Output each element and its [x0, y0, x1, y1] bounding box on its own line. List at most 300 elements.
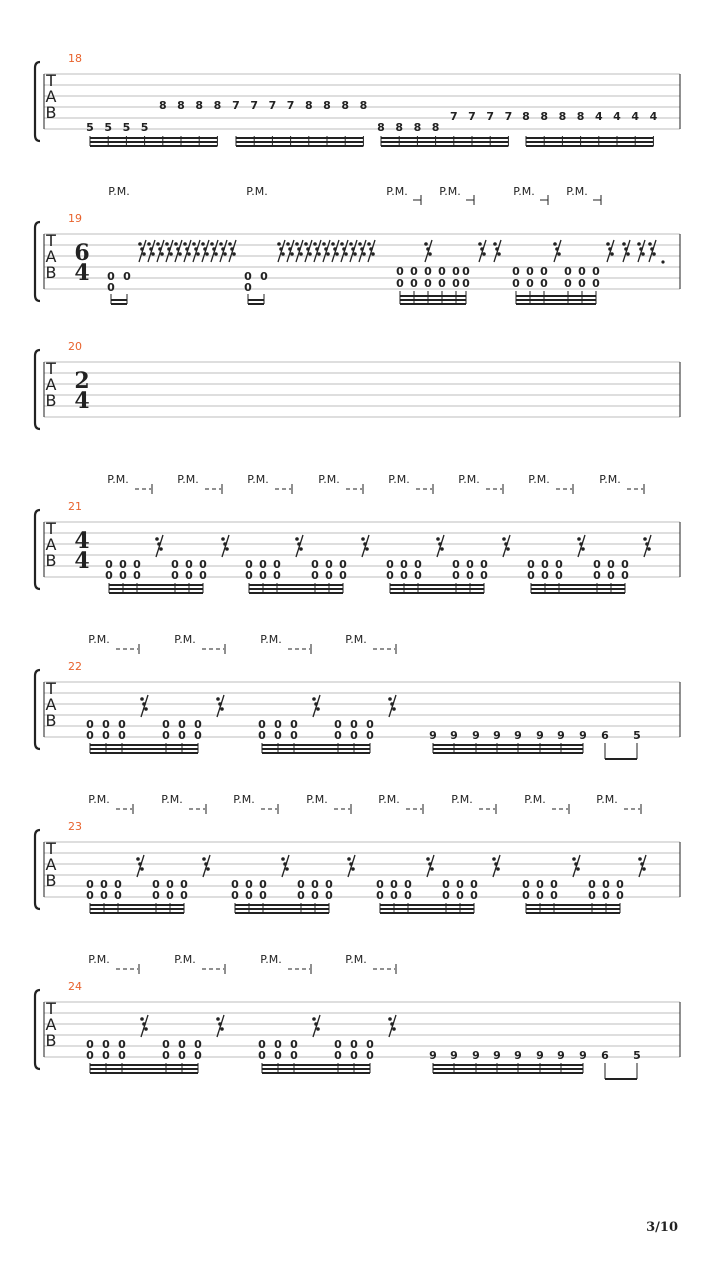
fret-number: 9: [557, 729, 565, 742]
fret-number: 0: [334, 1049, 342, 1062]
fret-number: 0: [260, 270, 268, 283]
fret-number: 8: [195, 99, 204, 112]
fret-number: 0: [527, 558, 535, 571]
palm-mute-label: P.M.: [260, 633, 282, 646]
rest-flag: [392, 1027, 396, 1031]
fret-number: 9: [514, 1049, 522, 1062]
rest-flag: [577, 537, 581, 541]
fret-number: 8: [540, 110, 549, 123]
rest-flag: [436, 537, 440, 541]
tab-clef-letter: T: [46, 839, 56, 858]
fret-number: 0: [404, 889, 412, 902]
rest-flag: [344, 252, 348, 256]
fret-number: 0: [244, 281, 252, 294]
fret-number: 0: [194, 1038, 202, 1051]
fret-number: 0: [366, 1049, 374, 1062]
fret-number: 0: [414, 569, 422, 582]
fret-number: 0: [541, 558, 549, 571]
fret-number: 0: [607, 569, 615, 582]
fret-number: 0: [245, 569, 253, 582]
fret-number: 8: [177, 99, 185, 112]
fret-number: 0: [390, 889, 398, 902]
fret-number: 9: [493, 729, 501, 742]
fret-number: 0: [550, 878, 558, 891]
fret-number: 0: [274, 718, 282, 731]
fret-number: 0: [162, 1049, 170, 1062]
rest-flag: [496, 867, 500, 871]
rest-flag: [555, 247, 559, 251]
system-bracket: [35, 830, 40, 909]
tab-clef-letter: A: [45, 855, 57, 874]
fret-number: 0: [512, 277, 520, 290]
time-signature-bottom: 4: [74, 548, 90, 574]
fret-number: 0: [555, 569, 563, 582]
tab-clef-letter: T: [46, 999, 56, 1018]
rest-flag: [480, 247, 484, 251]
tab-clef-letter: T: [46, 231, 56, 250]
fret-number: 8: [359, 99, 368, 112]
tab-clef-letter: B: [45, 711, 57, 730]
rest-flag: [626, 252, 630, 256]
fret-number: 0: [339, 558, 347, 571]
fret-number: 0: [102, 729, 110, 742]
rest-flag: [645, 542, 649, 546]
palm-mute-label: P.M.: [528, 473, 550, 486]
fret-number: 9: [472, 1049, 480, 1062]
rest-flag: [428, 252, 432, 256]
rest-flag: [223, 252, 227, 256]
fret-number: 0: [541, 569, 549, 582]
fret-number: 8: [413, 121, 422, 134]
rest-flag: [306, 247, 310, 251]
rest-flag: [295, 537, 299, 541]
rest-flag: [281, 857, 285, 861]
rest-flag: [185, 247, 189, 251]
rest-flag: [504, 542, 508, 546]
rest-flag: [142, 702, 146, 706]
rest-flag: [367, 242, 371, 246]
tab-system-23: [35, 793, 680, 913]
fret-number: 0: [522, 878, 530, 891]
rest-flag: [642, 867, 646, 871]
fret-number: 0: [290, 718, 298, 731]
tab-clef-letter: B: [45, 551, 57, 570]
rest-flag: [142, 1022, 146, 1026]
fret-number: 0: [178, 718, 186, 731]
tab-clef-letter: B: [45, 871, 57, 890]
rest-flag: [361, 537, 365, 541]
fret-number: 0: [588, 878, 596, 891]
fret-number: 0: [616, 878, 624, 891]
rest-flag: [351, 247, 355, 251]
rest-flag: [331, 242, 335, 246]
rest-flag: [285, 867, 289, 871]
rest-flag: [201, 242, 205, 246]
palm-mute-label: P.M.: [596, 793, 618, 806]
rest-flag: [286, 242, 290, 246]
tab-system-19: [35, 185, 680, 304]
fret-number: 7: [486, 110, 495, 123]
tab-system-21: [35, 473, 680, 593]
rest-flag: [147, 242, 151, 246]
rest-flag: [304, 242, 308, 246]
time-signature-top: 4: [74, 528, 90, 554]
rest-flag: [216, 697, 220, 701]
fret-number: 9: [493, 1049, 501, 1062]
fret-number: 0: [334, 718, 342, 731]
fret-number: 0: [470, 878, 478, 891]
fret-number: 0: [470, 889, 478, 902]
tab-system-20: [35, 340, 680, 429]
rest-flag: [349, 862, 353, 866]
palm-mute-label: P.M.: [88, 953, 110, 966]
rest-flag: [144, 707, 148, 711]
rest-flag: [312, 697, 316, 701]
fret-number: 0: [194, 1049, 202, 1062]
rest-flag: [203, 247, 207, 251]
fret-number: 0: [118, 718, 126, 731]
fret-number: 0: [231, 889, 239, 902]
tab-clef-letter: B: [45, 391, 57, 410]
rest-flag: [362, 252, 366, 256]
fret-number: 4: [649, 110, 658, 123]
measure-number: 23: [68, 820, 82, 833]
rest-flag: [312, 1017, 316, 1021]
fret-number: 0: [452, 277, 460, 290]
fret-number: 0: [290, 1049, 298, 1062]
time-signature-top: 2: [74, 368, 90, 394]
rest-flag: [295, 242, 299, 246]
fret-number: 0: [245, 878, 253, 891]
rest-flag: [624, 247, 628, 251]
fret-number: 0: [602, 889, 610, 902]
rest-flag: [390, 1022, 394, 1026]
fret-number: 0: [118, 1049, 126, 1062]
rest-flag: [316, 707, 320, 711]
fret-number: 0: [616, 889, 624, 902]
fret-number: 5: [122, 121, 131, 134]
fret-number: 0: [311, 889, 319, 902]
fret-number: 0: [424, 277, 432, 290]
rest-flag: [506, 547, 510, 551]
fret-number: 0: [133, 569, 141, 582]
dot: [661, 260, 664, 263]
fret-number: 0: [452, 569, 460, 582]
fret-number: 0: [86, 729, 94, 742]
rest-flag: [353, 252, 357, 256]
rest-flag: [167, 247, 171, 251]
fret-number: 0: [259, 569, 267, 582]
rest-flag: [290, 252, 294, 256]
fret-number: 0: [452, 265, 460, 278]
rest-flag: [581, 547, 585, 551]
fret-number: 0: [350, 1038, 358, 1051]
fret-number: 0: [540, 277, 548, 290]
tab-clef-letter: A: [45, 1015, 57, 1034]
fret-number: 0: [462, 265, 470, 278]
palm-mute-label: P.M.: [386, 185, 408, 198]
rest-flag: [497, 252, 501, 256]
palm-mute-label: P.M.: [345, 633, 367, 646]
fret-number: 0: [325, 558, 333, 571]
rest-flag: [335, 252, 339, 256]
fret-number: 0: [555, 558, 563, 571]
fret-number: 0: [442, 889, 450, 902]
rest-flag: [138, 862, 142, 866]
rest-flag: [204, 862, 208, 866]
rest-flag: [493, 242, 497, 246]
fret-number: 0: [185, 558, 193, 571]
fret-number: 0: [100, 889, 108, 902]
fret-number: 0: [273, 569, 281, 582]
rest-flag: [140, 1017, 144, 1021]
rest-flag: [315, 247, 319, 251]
fret-number: 7: [468, 110, 476, 123]
tab-clef-letter: A: [45, 695, 57, 714]
fret-number: 0: [86, 1049, 94, 1062]
rest-flag: [206, 867, 210, 871]
palm-mute-label: P.M.: [88, 633, 110, 646]
rest-flag: [183, 242, 187, 246]
fret-number: 0: [526, 277, 534, 290]
fret-number: 0: [311, 878, 319, 891]
fret-number: 0: [588, 889, 596, 902]
rest-flag: [492, 857, 496, 861]
rest-flag: [622, 242, 626, 246]
fret-number: 0: [86, 878, 94, 891]
rest-flag: [176, 247, 180, 251]
fret-number: 0: [105, 558, 113, 571]
fret-number: 8: [522, 110, 530, 123]
fret-number: 0: [621, 558, 629, 571]
fret-number: 4: [613, 110, 621, 123]
rest-flag: [299, 547, 303, 551]
fret-number: 0: [199, 569, 207, 582]
rest-flag: [165, 242, 169, 246]
fret-number: 0: [86, 718, 94, 731]
fret-number: 8: [431, 121, 440, 134]
tab-clef-letter: A: [45, 247, 57, 266]
rest-flag: [169, 252, 173, 256]
tab-clef-letter: T: [46, 679, 56, 698]
rest-flag: [365, 547, 369, 551]
measure-number: 19: [68, 212, 82, 225]
fret-number: 0: [414, 558, 422, 571]
rest-flag: [349, 242, 353, 246]
page-number: 3/10: [646, 1220, 678, 1235]
fret-number: 0: [86, 1038, 94, 1051]
tab-clef-letter: T: [46, 519, 56, 538]
fret-number: 0: [526, 265, 534, 278]
fret-number: 0: [325, 878, 333, 891]
fret-number: 0: [550, 889, 558, 902]
palm-mute-label: P.M.: [108, 185, 130, 198]
fret-number: 0: [592, 277, 600, 290]
fret-number: 8: [304, 99, 313, 112]
fret-number: 0: [564, 277, 572, 290]
palm-mute-label: P.M.: [599, 473, 621, 486]
rest-flag: [216, 1017, 220, 1021]
fret-number: 0: [273, 558, 281, 571]
fret-number: 0: [480, 569, 488, 582]
rest-flag: [647, 547, 651, 551]
rest-flag: [606, 242, 610, 246]
fret-number: 0: [424, 265, 432, 278]
rest-flag: [142, 252, 146, 256]
fret-number: 0: [400, 569, 408, 582]
rest-flag: [369, 247, 373, 251]
rest-flag: [178, 252, 182, 256]
tab-clef-letter: T: [46, 359, 56, 378]
rest-flag: [218, 702, 222, 706]
fret-number: 0: [178, 1038, 186, 1051]
fret-number: 9: [514, 729, 522, 742]
fret-number: 0: [114, 878, 122, 891]
fret-number: 0: [376, 889, 384, 902]
palm-mute-label: P.M.: [88, 793, 110, 806]
palm-mute-label: P.M.: [566, 185, 588, 198]
rest-flag: [316, 1027, 320, 1031]
rest-flag: [440, 547, 444, 551]
fret-number: 0: [404, 878, 412, 891]
fret-number: 0: [410, 277, 418, 290]
rest-flag: [214, 252, 218, 256]
rest-flag: [194, 247, 198, 251]
fret-number: 0: [297, 878, 305, 891]
rest-flag: [196, 252, 200, 256]
fret-number: 0: [152, 878, 160, 891]
fret-number: 0: [118, 1038, 126, 1051]
fret-number: 0: [366, 1038, 374, 1051]
rest-flag: [553, 242, 557, 246]
fret-number: 0: [527, 569, 535, 582]
fret-number: 0: [152, 889, 160, 902]
fret-number: 0: [400, 558, 408, 571]
fret-number: 0: [334, 729, 342, 742]
rest-flag: [223, 542, 227, 546]
rest-flag: [495, 247, 499, 251]
fret-number: 0: [593, 569, 601, 582]
fret-number: 8: [558, 110, 567, 123]
rest-flag: [426, 857, 430, 861]
system-bracket: [35, 222, 40, 301]
fret-number: 0: [194, 729, 202, 742]
rest-flag: [228, 242, 232, 246]
fret-number: 0: [105, 569, 113, 582]
rest-flag: [494, 862, 498, 866]
fret-number: 0: [178, 729, 186, 742]
fret-number: 0: [462, 277, 470, 290]
fret-number: 0: [114, 889, 122, 902]
rest-flag: [281, 252, 285, 256]
fret-number: 0: [245, 889, 253, 902]
rest-flag: [225, 547, 229, 551]
rest-flag: [317, 252, 321, 256]
fret-number: 0: [592, 265, 600, 278]
rest-flag: [144, 1027, 148, 1031]
rest-flag: [158, 247, 162, 251]
rest-flag: [210, 242, 214, 246]
palm-mute-label: P.M.: [524, 793, 546, 806]
palm-mute-label: P.M.: [345, 953, 367, 966]
fret-number: 0: [311, 558, 319, 571]
fret-number: 0: [259, 889, 267, 902]
system-bracket: [35, 670, 40, 749]
palm-mute-label: P.M.: [177, 473, 199, 486]
fret-number: 8: [158, 99, 167, 112]
fret-number: 8: [576, 110, 585, 123]
fret-number: 7: [449, 110, 458, 123]
tab-clef-letter: B: [45, 1031, 57, 1050]
rest-flag: [428, 862, 432, 866]
rest-flag: [648, 242, 652, 246]
rest-flag: [426, 247, 430, 251]
fret-number: 0: [86, 889, 94, 902]
tab-clef-letter: B: [45, 263, 57, 282]
fret-number: 9: [429, 1049, 437, 1062]
palm-mute-label: P.M.: [246, 185, 268, 198]
fret-number: 0: [297, 889, 305, 902]
fret-number: 0: [274, 1049, 282, 1062]
fret-number: 0: [231, 878, 239, 891]
fret-number: 0: [386, 569, 394, 582]
fret-number: 0: [290, 1038, 298, 1051]
palm-mute-label: P.M.: [439, 185, 461, 198]
fret-number: 8: [213, 99, 222, 112]
fret-number: 0: [259, 878, 267, 891]
fret-number: 0: [564, 265, 572, 278]
fret-number: 6: [601, 1049, 609, 1062]
fret-number: 9: [579, 1049, 587, 1062]
fret-number: 0: [350, 1049, 358, 1062]
fret-number: 0: [162, 729, 170, 742]
rest-flag: [314, 1022, 318, 1026]
fret-number: 0: [119, 569, 127, 582]
rest-flag: [652, 252, 656, 256]
system-bracket: [35, 510, 40, 589]
rest-flag: [140, 867, 144, 871]
fret-number: 4: [631, 110, 640, 123]
fret-number: 9: [429, 729, 437, 742]
rest-flag: [297, 542, 301, 546]
fret-number: 0: [456, 889, 464, 902]
fret-number: 0: [258, 1049, 266, 1062]
fret-number: 7: [232, 99, 240, 112]
tab-clef-letter: A: [45, 87, 57, 106]
palm-mute-label: P.M.: [458, 473, 480, 486]
measure-number: 24: [68, 980, 82, 993]
rest-flag: [297, 247, 301, 251]
fret-number: 0: [102, 1038, 110, 1051]
rest-flag: [639, 247, 643, 251]
fret-number: 0: [522, 889, 530, 902]
palm-mute-label: P.M.: [233, 793, 255, 806]
fret-number: 8: [395, 121, 404, 134]
rest-flag: [277, 242, 281, 246]
rest-flag: [283, 862, 287, 866]
palm-mute-label: P.M.: [306, 793, 328, 806]
fret-number: 9: [450, 729, 458, 742]
fret-number: 0: [621, 569, 629, 582]
rest-flag: [574, 862, 578, 866]
rest-flag: [333, 247, 337, 251]
rest-flag: [220, 1027, 224, 1031]
fret-number: 0: [325, 889, 333, 902]
rest-flag: [212, 247, 216, 251]
rest-flag: [576, 867, 580, 871]
rest-flag: [579, 542, 583, 546]
rest-flag: [390, 702, 394, 706]
